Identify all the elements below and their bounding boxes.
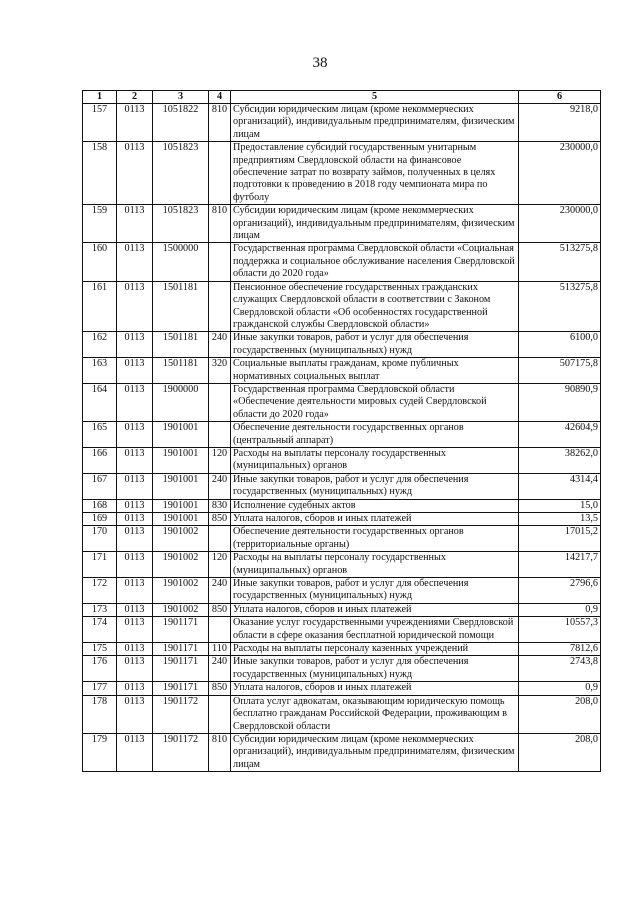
- budget-table: [82, 90, 601, 772]
- target-article-code: 1901002: [153, 603, 209, 616]
- item-name: Обеспечение деятельности государственных органов (территориальные органы): [231, 526, 519, 552]
- table-row: [83, 243, 601, 281]
- header-cell: 6: [519, 91, 601, 104]
- item-name: Иные закупки товаров, работ и услуг для обеспечения государственных (муниципальных) нужд: [231, 656, 519, 682]
- row-number: 176: [83, 656, 117, 682]
- target-article-code: 1901001: [153, 473, 209, 499]
- table-body: [83, 104, 601, 772]
- row-number: 158: [83, 142, 117, 205]
- amount: 208,0: [519, 733, 601, 771]
- amount: 2796,6: [519, 578, 601, 604]
- expense-type-code: 110: [209, 643, 231, 656]
- item-name: Расходы на выплаты персоналу государственных (муниципальных) органов: [231, 447, 519, 473]
- section-code: 0113: [117, 682, 153, 695]
- target-article-code: 1901001: [153, 513, 209, 526]
- amount: 513275,8: [519, 281, 601, 332]
- expense-type-code: 240: [209, 656, 231, 682]
- amount: 14217,7: [519, 552, 601, 578]
- section-code: 0113: [117, 473, 153, 499]
- item-name: Иные закупки товаров, работ и услуг для обеспечения государственных (муниципальных) нужд: [231, 473, 519, 499]
- amount: 6100,0: [519, 332, 601, 358]
- header-cell: 2: [117, 91, 153, 104]
- table-row: [83, 473, 601, 499]
- row-number: 161: [83, 281, 117, 332]
- item-name: Исполнение судебных актов: [231, 499, 519, 512]
- row-number: 160: [83, 243, 117, 281]
- section-code: 0113: [117, 656, 153, 682]
- item-name: Субсидии юридическим лицам (кроме некоммерческих организаций), индивидуальным предпринимателям, физическим лицам: [231, 104, 519, 142]
- item-name: Государственная программа Свердловской области «Обеспечение деятельности мировых судей Свердловской области до 2020 года»: [231, 383, 519, 421]
- target-article-code: 1901171: [153, 643, 209, 656]
- table-row: [83, 656, 601, 682]
- row-number: 169: [83, 513, 117, 526]
- item-name: Уплата налогов, сборов и иных платежей: [231, 603, 519, 616]
- section-code: 0113: [117, 358, 153, 384]
- amount: 0,9: [519, 682, 601, 695]
- target-article-code: 1901171: [153, 656, 209, 682]
- amount: 9218,0: [519, 104, 601, 142]
- row-number: 171: [83, 552, 117, 578]
- expense-type-code: 240: [209, 473, 231, 499]
- target-article-code: 1901172: [153, 695, 209, 733]
- table-row: [83, 526, 601, 552]
- expense-type-code: 810: [209, 104, 231, 142]
- row-number: 178: [83, 695, 117, 733]
- expense-type-code: 830: [209, 499, 231, 512]
- section-code: 0113: [117, 383, 153, 421]
- header-cell: 4: [209, 91, 231, 104]
- header-row: [83, 91, 601, 104]
- section-code: 0113: [117, 104, 153, 142]
- expense-type-code: 810: [209, 733, 231, 771]
- amount: 15,0: [519, 499, 601, 512]
- amount: 513275,8: [519, 243, 601, 281]
- target-article-code: 1501181: [153, 281, 209, 332]
- expense-type-code: 240: [209, 332, 231, 358]
- table-row: [83, 499, 601, 512]
- expense-type-code: 120: [209, 552, 231, 578]
- amount: 230000,0: [519, 142, 601, 205]
- section-code: 0113: [117, 643, 153, 656]
- item-name: Государственная программа Свердловской области «Социальная поддержка и социальное обслуживание населения Свердловской области до 2020 года»: [231, 243, 519, 281]
- item-name: Субсидии юридическим лицам (кроме некоммерческих организаций), индивидуальным предпринимателям, физическим лицам: [231, 205, 519, 243]
- table-row: [83, 643, 601, 656]
- target-article-code: 1500000: [153, 243, 209, 281]
- expense-type-code: [209, 422, 231, 448]
- amount: 42604,9: [519, 422, 601, 448]
- target-article-code: 1901001: [153, 422, 209, 448]
- table-row: [83, 422, 601, 448]
- target-article-code: 1901171: [153, 682, 209, 695]
- section-code: 0113: [117, 695, 153, 733]
- expense-type-code: [209, 243, 231, 281]
- item-name: Субсидии юридическим лицам (кроме некоммерческих организаций), индивидуальным предпринимателям, физическим лицам: [231, 733, 519, 771]
- table-row: [83, 332, 601, 358]
- header-cell: 3: [153, 91, 209, 104]
- row-number: 174: [83, 617, 117, 643]
- amount: 90890,9: [519, 383, 601, 421]
- row-number: 165: [83, 422, 117, 448]
- expense-type-code: 120: [209, 447, 231, 473]
- section-code: 0113: [117, 243, 153, 281]
- expense-type-code: 850: [209, 682, 231, 695]
- table-row: [83, 358, 601, 384]
- item-name: Уплата налогов, сборов и иных платежей: [231, 682, 519, 695]
- section-code: 0113: [117, 447, 153, 473]
- target-article-code: 1901002: [153, 552, 209, 578]
- target-article-code: 1051823: [153, 205, 209, 243]
- table-row: [83, 142, 601, 205]
- row-number: 179: [83, 733, 117, 771]
- table-row: [83, 603, 601, 616]
- item-name: Уплата налогов, сборов и иных платежей: [231, 513, 519, 526]
- target-article-code: 1501181: [153, 332, 209, 358]
- row-number: 162: [83, 332, 117, 358]
- header-cell: 5: [231, 91, 519, 104]
- table-row: [83, 733, 601, 771]
- item-name: Социальные выплаты гражданам, кроме публичных нормативных социальных выплат: [231, 358, 519, 384]
- expense-type-code: 240: [209, 578, 231, 604]
- item-name: Оказание услуг государственными учреждениями Свердловской области в сфере оказания бесплатной юридической помощи: [231, 617, 519, 643]
- expense-type-code: [209, 142, 231, 205]
- header-cell: 1: [83, 91, 117, 104]
- table-row: [83, 513, 601, 526]
- amount: 4314,4: [519, 473, 601, 499]
- amount: 0,9: [519, 603, 601, 616]
- row-number: 164: [83, 383, 117, 421]
- amount: 507175,8: [519, 358, 601, 384]
- expense-type-code: 850: [209, 513, 231, 526]
- table-row: [83, 695, 601, 733]
- table-row: [83, 682, 601, 695]
- row-number: 175: [83, 643, 117, 656]
- table-row: [83, 281, 601, 332]
- target-article-code: 1901001: [153, 447, 209, 473]
- row-number: 157: [83, 104, 117, 142]
- row-number: 173: [83, 603, 117, 616]
- table-row: [83, 447, 601, 473]
- target-article-code: 1901171: [153, 617, 209, 643]
- item-name: Расходы на выплаты персоналу государственных (муниципальных) органов: [231, 552, 519, 578]
- section-code: 0113: [117, 142, 153, 205]
- expense-type-code: [209, 281, 231, 332]
- expense-type-code: [209, 617, 231, 643]
- target-article-code: 1051822: [153, 104, 209, 142]
- expense-type-code: [209, 383, 231, 421]
- section-code: 0113: [117, 422, 153, 448]
- expense-type-code: [209, 695, 231, 733]
- section-code: 0113: [117, 205, 153, 243]
- expense-type-code: 320: [209, 358, 231, 384]
- row-number: 159: [83, 205, 117, 243]
- expense-type-code: 810: [209, 205, 231, 243]
- section-code: 0113: [117, 513, 153, 526]
- item-name: Иные закупки товаров, работ и услуг для обеспечения государственных (муниципальных) нужд: [231, 332, 519, 358]
- table-row: [83, 617, 601, 643]
- expense-type-code: 850: [209, 603, 231, 616]
- row-number: 166: [83, 447, 117, 473]
- amount: 38262,0: [519, 447, 601, 473]
- amount: 10557,3: [519, 617, 601, 643]
- item-name: Пенсионное обеспечение государственных гражданских служащих Свердловской области в соответствии с Законом Свердловской области «Об особенностях государственной гражданской службы Свердловской области»: [231, 281, 519, 332]
- table-row: [83, 383, 601, 421]
- target-article-code: 1901002: [153, 526, 209, 552]
- amount: 13,5: [519, 513, 601, 526]
- page-number: 38: [312, 55, 328, 71]
- section-code: 0113: [117, 552, 153, 578]
- section-code: 0113: [117, 733, 153, 771]
- target-article-code: 1901002: [153, 578, 209, 604]
- item-name: Обеспечение деятельности государственных органов (центральный аппарат): [231, 422, 519, 448]
- target-article-code: 1501181: [153, 358, 209, 384]
- section-code: 0113: [117, 281, 153, 332]
- row-number: 163: [83, 358, 117, 384]
- section-code: 0113: [117, 332, 153, 358]
- target-article-code: 1900000: [153, 383, 209, 421]
- target-article-code: 1901001: [153, 499, 209, 512]
- table-row: [83, 552, 601, 578]
- row-number: 168: [83, 499, 117, 512]
- row-number: 172: [83, 578, 117, 604]
- item-name: Предоставление субсидий государственным унитарным предприятиям Свердловской области на финансовое обеспечение затрат по возврату займов, полученных в целях подготовки к проведению в 2018 году чемпионата мира по футболу: [231, 142, 519, 205]
- item-name: Расходы на выплаты персоналу казенных учреждений: [231, 643, 519, 656]
- table-row: [83, 205, 601, 243]
- table-row: [83, 578, 601, 604]
- amount: 2743,8: [519, 656, 601, 682]
- expense-type-code: [209, 526, 231, 552]
- row-number: 167: [83, 473, 117, 499]
- amount: 208,0: [519, 695, 601, 733]
- row-number: 177: [83, 682, 117, 695]
- target-article-code: 1901172: [153, 733, 209, 771]
- amount: 17015,2: [519, 526, 601, 552]
- item-name: Иные закупки товаров, работ и услуг для обеспечения государственных (муниципальных) нужд: [231, 578, 519, 604]
- section-code: 0113: [117, 578, 153, 604]
- section-code: 0113: [117, 617, 153, 643]
- item-name: Оплата услуг адвокатам, оказывающим юридическую помощь бесплатно гражданам Российской Федерации, проживающим в Свердловской области: [231, 695, 519, 733]
- table-row: [83, 104, 601, 142]
- amount: 7812,6: [519, 643, 601, 656]
- amount: 230000,0: [519, 205, 601, 243]
- section-code: 0113: [117, 603, 153, 616]
- target-article-code: 1051823: [153, 142, 209, 205]
- section-code: 0113: [117, 526, 153, 552]
- section-code: 0113: [117, 499, 153, 512]
- row-number: 170: [83, 526, 117, 552]
